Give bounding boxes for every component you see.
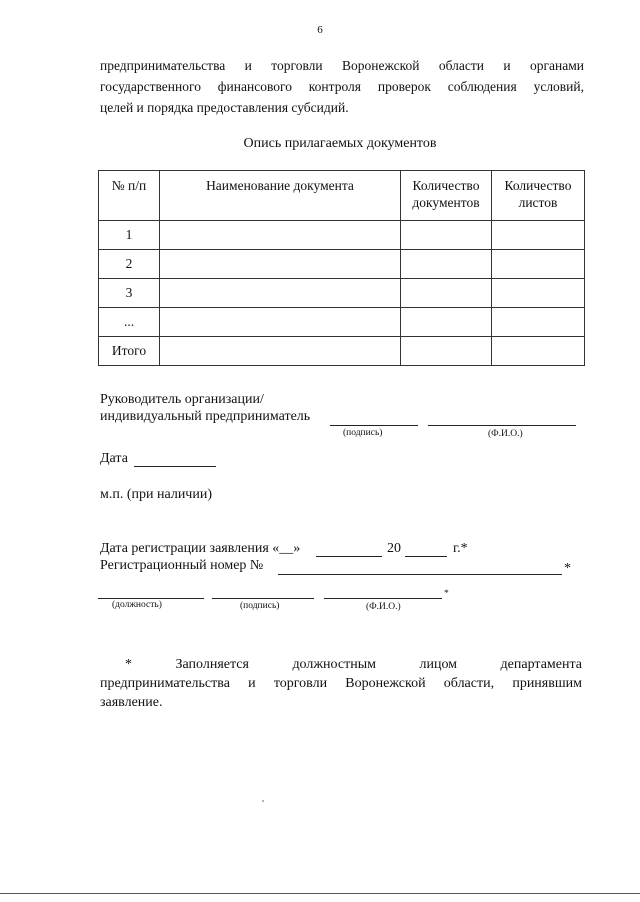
row-number: 3 <box>99 279 160 308</box>
cell-empty <box>160 308 401 337</box>
table-row <box>99 308 585 337</box>
scan-speck <box>262 800 264 802</box>
cell-empty <box>492 337 585 366</box>
head-label-line2: индивидуальный предприниматель <box>100 409 311 424</box>
cell-empty <box>160 279 401 308</box>
table-row <box>99 250 585 279</box>
row-number: ... <box>99 308 160 337</box>
header-document-count: Количество документов <box>401 171 492 221</box>
footnote-asterisk: * <box>125 657 132 672</box>
table-header-row <box>99 171 585 221</box>
registration-number-asterisk: * <box>564 561 571 576</box>
registration-date-label: Дата регистрации заявления «__» <box>100 541 301 556</box>
signature-caption: (подпись) <box>343 428 383 438</box>
page-number: 6 <box>317 24 323 36</box>
page-bottom-rule <box>0 893 640 894</box>
cell-empty <box>401 337 492 366</box>
position-caption: (должность) <box>112 600 162 610</box>
registration-month-field[interactable] <box>316 556 382 557</box>
header-sheet-count: Количество листов <box>492 171 585 221</box>
row-number: 1 <box>99 221 160 250</box>
table-row <box>99 279 585 308</box>
official-fio-field[interactable] <box>324 598 442 599</box>
registration-year-prefix: 20 <box>387 541 401 556</box>
cell-empty <box>401 279 492 308</box>
total-label: Итого <box>99 337 160 366</box>
table-row <box>99 221 585 250</box>
footnote-word: департамента <box>500 657 582 672</box>
intro-paragraph <box>100 55 584 118</box>
footnote-word: Заполняется <box>175 657 249 672</box>
cell-empty <box>401 221 492 250</box>
inventory-table <box>98 170 585 366</box>
cell-empty <box>492 221 585 250</box>
header-document-name: Наименование документа <box>160 171 401 221</box>
footnote <box>100 655 582 712</box>
footnote-word: лицом <box>419 657 458 672</box>
head-signature-field[interactable] <box>330 425 418 426</box>
footnote-line3: заявление. <box>100 695 163 710</box>
cell-empty <box>401 308 492 337</box>
footnote-line2: предпринимательства и торговли Воронежской области, принявшим <box>100 676 582 691</box>
official-fio-caption: (Ф.И.О.) <box>366 602 401 612</box>
intro-line: предпринимательства и торговли Воронежской области и органами <box>100 58 584 73</box>
inventory-title: Опись прилагаемых документов <box>243 136 437 151</box>
footnote-word: должностным <box>292 657 376 672</box>
fio-caption: (Ф.И.О.) <box>488 429 523 439</box>
stamp-label: м.п. (при наличии) <box>100 487 212 502</box>
official-asterisk: * <box>444 589 449 599</box>
registration-year-field[interactable] <box>405 556 447 557</box>
registration-number-label: Регистрационный номер № <box>100 558 264 573</box>
cell-empty <box>160 250 401 279</box>
cell-empty <box>160 337 401 366</box>
official-signature-field[interactable] <box>212 598 314 599</box>
footnote-line1 <box>100 655 582 674</box>
date-label: Дата <box>100 451 128 466</box>
intro-line: государственного финансового контроля проверок соблюдения условий, <box>100 79 584 94</box>
cell-empty <box>160 221 401 250</box>
registration-number-field[interactable] <box>278 574 562 575</box>
head-fio-field[interactable] <box>428 425 576 426</box>
official-position-field[interactable] <box>98 598 204 599</box>
cell-empty <box>492 308 585 337</box>
head-label-line1: Руководитель организации/ <box>100 392 264 407</box>
cell-empty <box>401 250 492 279</box>
official-signature-caption: (подпись) <box>240 601 280 611</box>
registration-year-suffix: г.* <box>453 541 468 556</box>
table-total-row <box>99 337 585 366</box>
header-number: № п/п <box>99 171 160 221</box>
intro-line: целей и порядка предоставления субсидий. <box>100 100 349 115</box>
cell-empty <box>492 279 585 308</box>
date-field[interactable] <box>134 466 216 467</box>
cell-empty <box>492 250 585 279</box>
row-number: 2 <box>99 250 160 279</box>
